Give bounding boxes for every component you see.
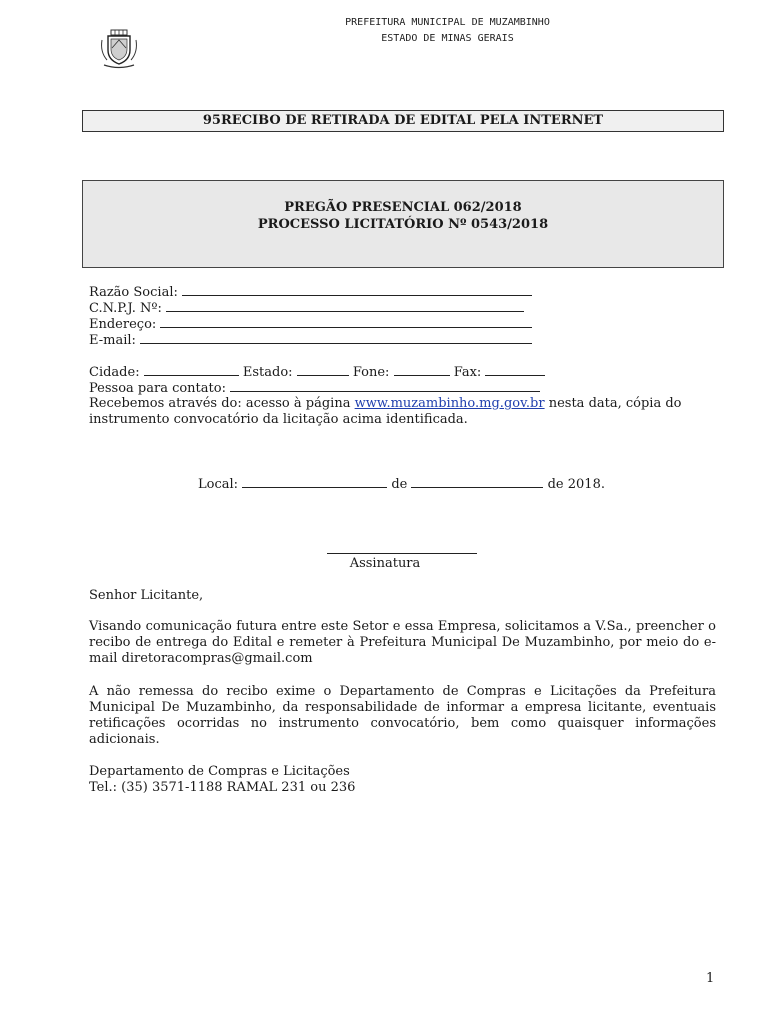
process-number: PROCESSO LICITATÓRIO Nº 0543/2018 — [257, 217, 549, 232]
letter-paragraph-2: A não remessa do recibo exime o Departamento de Compras e Licitações da Prefeitura Municipal De Muzambinho, da responsabilidade de informar a empresa licitante, eventuais retificações ocorridas no instrumento convocatório, bem como quaisquer informações adicionais. — [89, 684, 716, 747]
razao-social-label: Razão Social: — [89, 285, 178, 300]
fax-field[interactable] — [485, 364, 545, 376]
fone-label: Fone: — [352, 365, 390, 380]
pregao-number: PREGÃO PRESENCIAL 062/2018 — [284, 200, 522, 215]
local-de-2: de 2018. — [547, 477, 605, 492]
estado-field[interactable] — [297, 364, 349, 376]
local-date-row — [198, 476, 605, 492]
signature-label: Assinatura — [349, 556, 421, 571]
website-link[interactable]: www.muzambinho.mg.gov.br — [354, 396, 545, 411]
email-label: E-mail: — [89, 333, 136, 348]
email-row — [89, 332, 532, 348]
pessoa-contato-field[interactable] — [230, 380, 540, 392]
department-name: Departamento de Compras e Licitações — [89, 764, 350, 779]
cidade-field[interactable] — [144, 364, 239, 376]
greeting: Senhor Licitante, — [89, 588, 204, 603]
letter-paragraph-1: Visando comunicação futura entre este Setor e essa Empresa, solicitamos a V.Sa., preencher o recibo de entrega do Edital e remeter à Prefeitura Municipal De Muzambinho, por meio do e-mail diretoracompras@gmail.com — [89, 619, 716, 666]
pessoa-contato-label: Pessoa para contato: — [89, 381, 226, 396]
cnpj-field[interactable] — [166, 300, 524, 312]
receipt-suffix: nesta data, cópia do — [548, 396, 682, 411]
document-title: 95RECIBO DE RETIRADA DE EDITAL PELA INTERNET — [82, 110, 724, 132]
endereco-field[interactable] — [160, 316, 532, 328]
municipal-coat-of-arms-icon — [96, 26, 142, 72]
department-phone: Tel.: (35) 3571-1188 RAMAL 231 ou 236 — [89, 780, 356, 795]
endereco-label: Endereço: — [89, 317, 157, 332]
local-label: Local: — [198, 477, 239, 492]
cnpj-label: C.N.P.J. Nº: — [89, 301, 162, 316]
razao-social-field[interactable] — [182, 284, 532, 296]
razao-social-row — [89, 284, 532, 300]
fone-field[interactable] — [394, 364, 450, 376]
fax-label: Fax: — [453, 365, 482, 380]
page-number: 1 — [706, 971, 715, 986]
header-municipality: PREFEITURA MUNICIPAL DE MUZAMBINHO — [345, 17, 550, 28]
cnpj-row — [89, 300, 524, 316]
pessoa-contato-row — [89, 380, 540, 396]
contact-row — [89, 364, 545, 380]
month-field[interactable] — [411, 476, 543, 488]
signature-line[interactable] — [327, 553, 477, 554]
local-de-1: de — [391, 477, 408, 492]
estado-label: Estado: — [242, 365, 293, 380]
receipt-line-2: instrumento convocatório da licitação acima identificada. — [89, 412, 468, 427]
header-state: ESTADO DE MINAS GERAIS — [381, 33, 514, 44]
receipt-line — [89, 396, 682, 411]
email-field[interactable] — [140, 332, 532, 344]
cidade-label: Cidade: — [89, 365, 140, 380]
receipt-prefix: Recebemos através do: acesso à página — [89, 396, 351, 411]
endereco-row — [89, 316, 532, 332]
process-box — [82, 180, 724, 268]
local-field[interactable] — [242, 476, 387, 488]
